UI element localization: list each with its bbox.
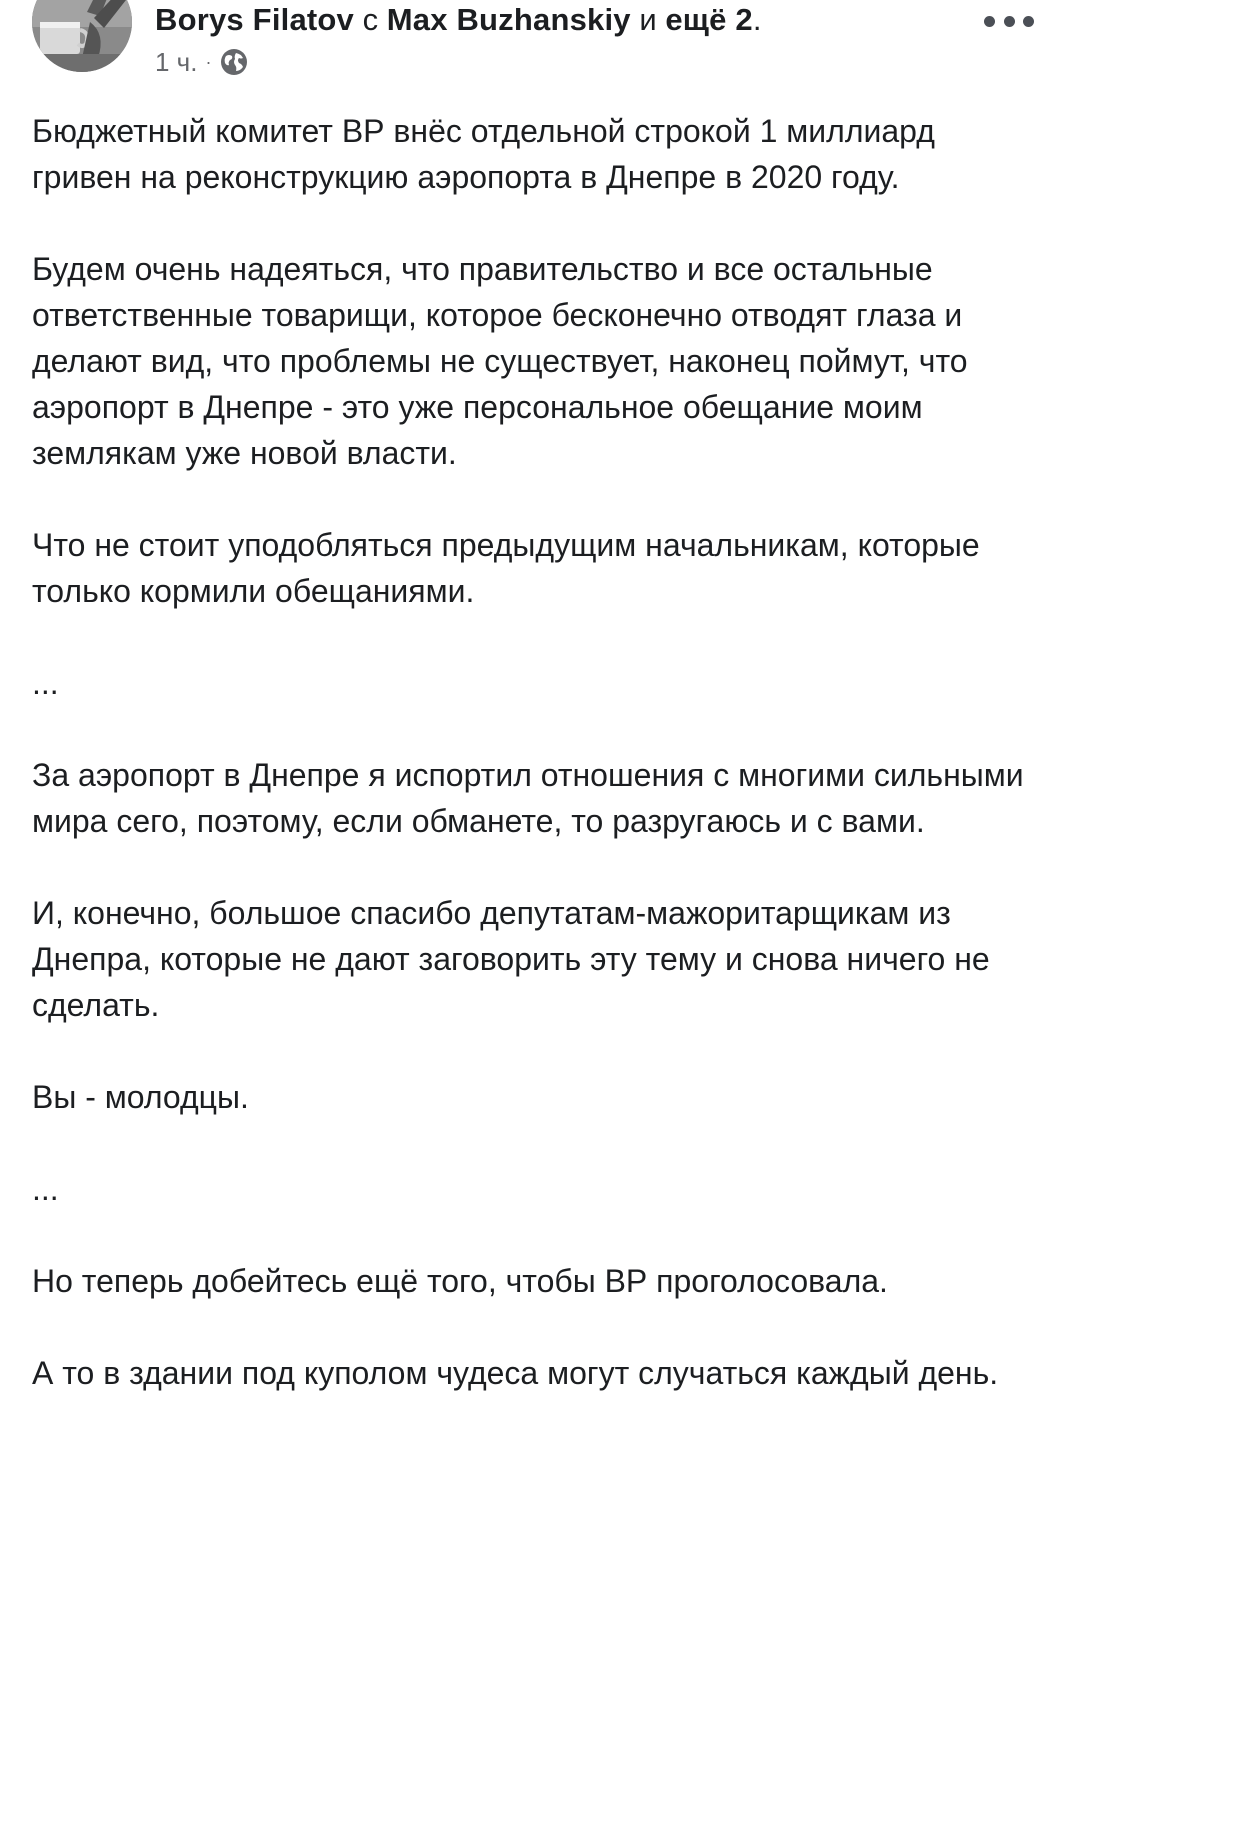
post-paragraph: Бюджетный комитет ВР внёс отдельной строкой 1 миллиард гривен на реконструкцию аэропорта в Днепре в 2020 году. <box>32 113 935 195</box>
avatar-photo <box>32 0 132 72</box>
post-paragraph: ... <box>32 1171 59 1207</box>
more-dot-icon <box>984 16 995 27</box>
more-options-button[interactable] <box>984 8 1034 34</box>
post-paragraph: Вы - молодцы. <box>32 1079 249 1115</box>
more-dot-icon <box>1004 16 1015 27</box>
author-line-period: . <box>752 2 762 37</box>
post-paragraph: Будем очень надеяться, что правительство и все остальные ответственные товарищи, которое бесконечно отводят глаза и делают вид, что проблемы не существует, наконец поймут, что аэропорт в Днепре - это уже персональное обещание моим землякам уже новой власти. <box>32 251 968 471</box>
with-word: с <box>362 2 379 37</box>
globe-icon[interactable] <box>219 47 249 77</box>
post-paragraph: Но теперь добейтесь ещё того, чтобы ВР проголосовала. <box>32 1263 888 1299</box>
author-name[interactable]: Borys Filatov <box>155 2 354 37</box>
avatar[interactable] <box>32 0 132 72</box>
post-paragraph: За аэропорт в Днепре я испортил отношения с многими сильными мира сего, поэтому, если обманете, то разругаюсь и с вами. <box>32 757 1024 839</box>
post-paragraph: Что не стоит уподобляться предыдущим начальникам, которые только кормили обещаниями. <box>32 527 980 609</box>
post-paragraph: И, конечно, большое спасибо депутатам-мажоритарщикам из Днепра, которые не дают заговорить эту тему и снова ничего не сделать. <box>32 895 990 1023</box>
post-paragraph: ... <box>32 665 59 701</box>
and-word: и <box>639 2 657 37</box>
meta-separator: · <box>205 52 212 72</box>
post-body <box>32 108 1032 1442</box>
more-dot-icon <box>1023 16 1034 27</box>
post-author-line <box>155 2 761 38</box>
post-meta <box>155 44 249 80</box>
post-paragraph: А то в здании под куполом чудеса могут случаться каждый день. <box>32 1355 999 1391</box>
post-timestamp[interactable]: 1 ч. <box>155 47 198 77</box>
others-link[interactable]: ещё 2 <box>665 2 753 37</box>
tagged-person-name[interactable]: Max Buzhanskiy <box>386 2 631 37</box>
post-header <box>0 0 1057 100</box>
